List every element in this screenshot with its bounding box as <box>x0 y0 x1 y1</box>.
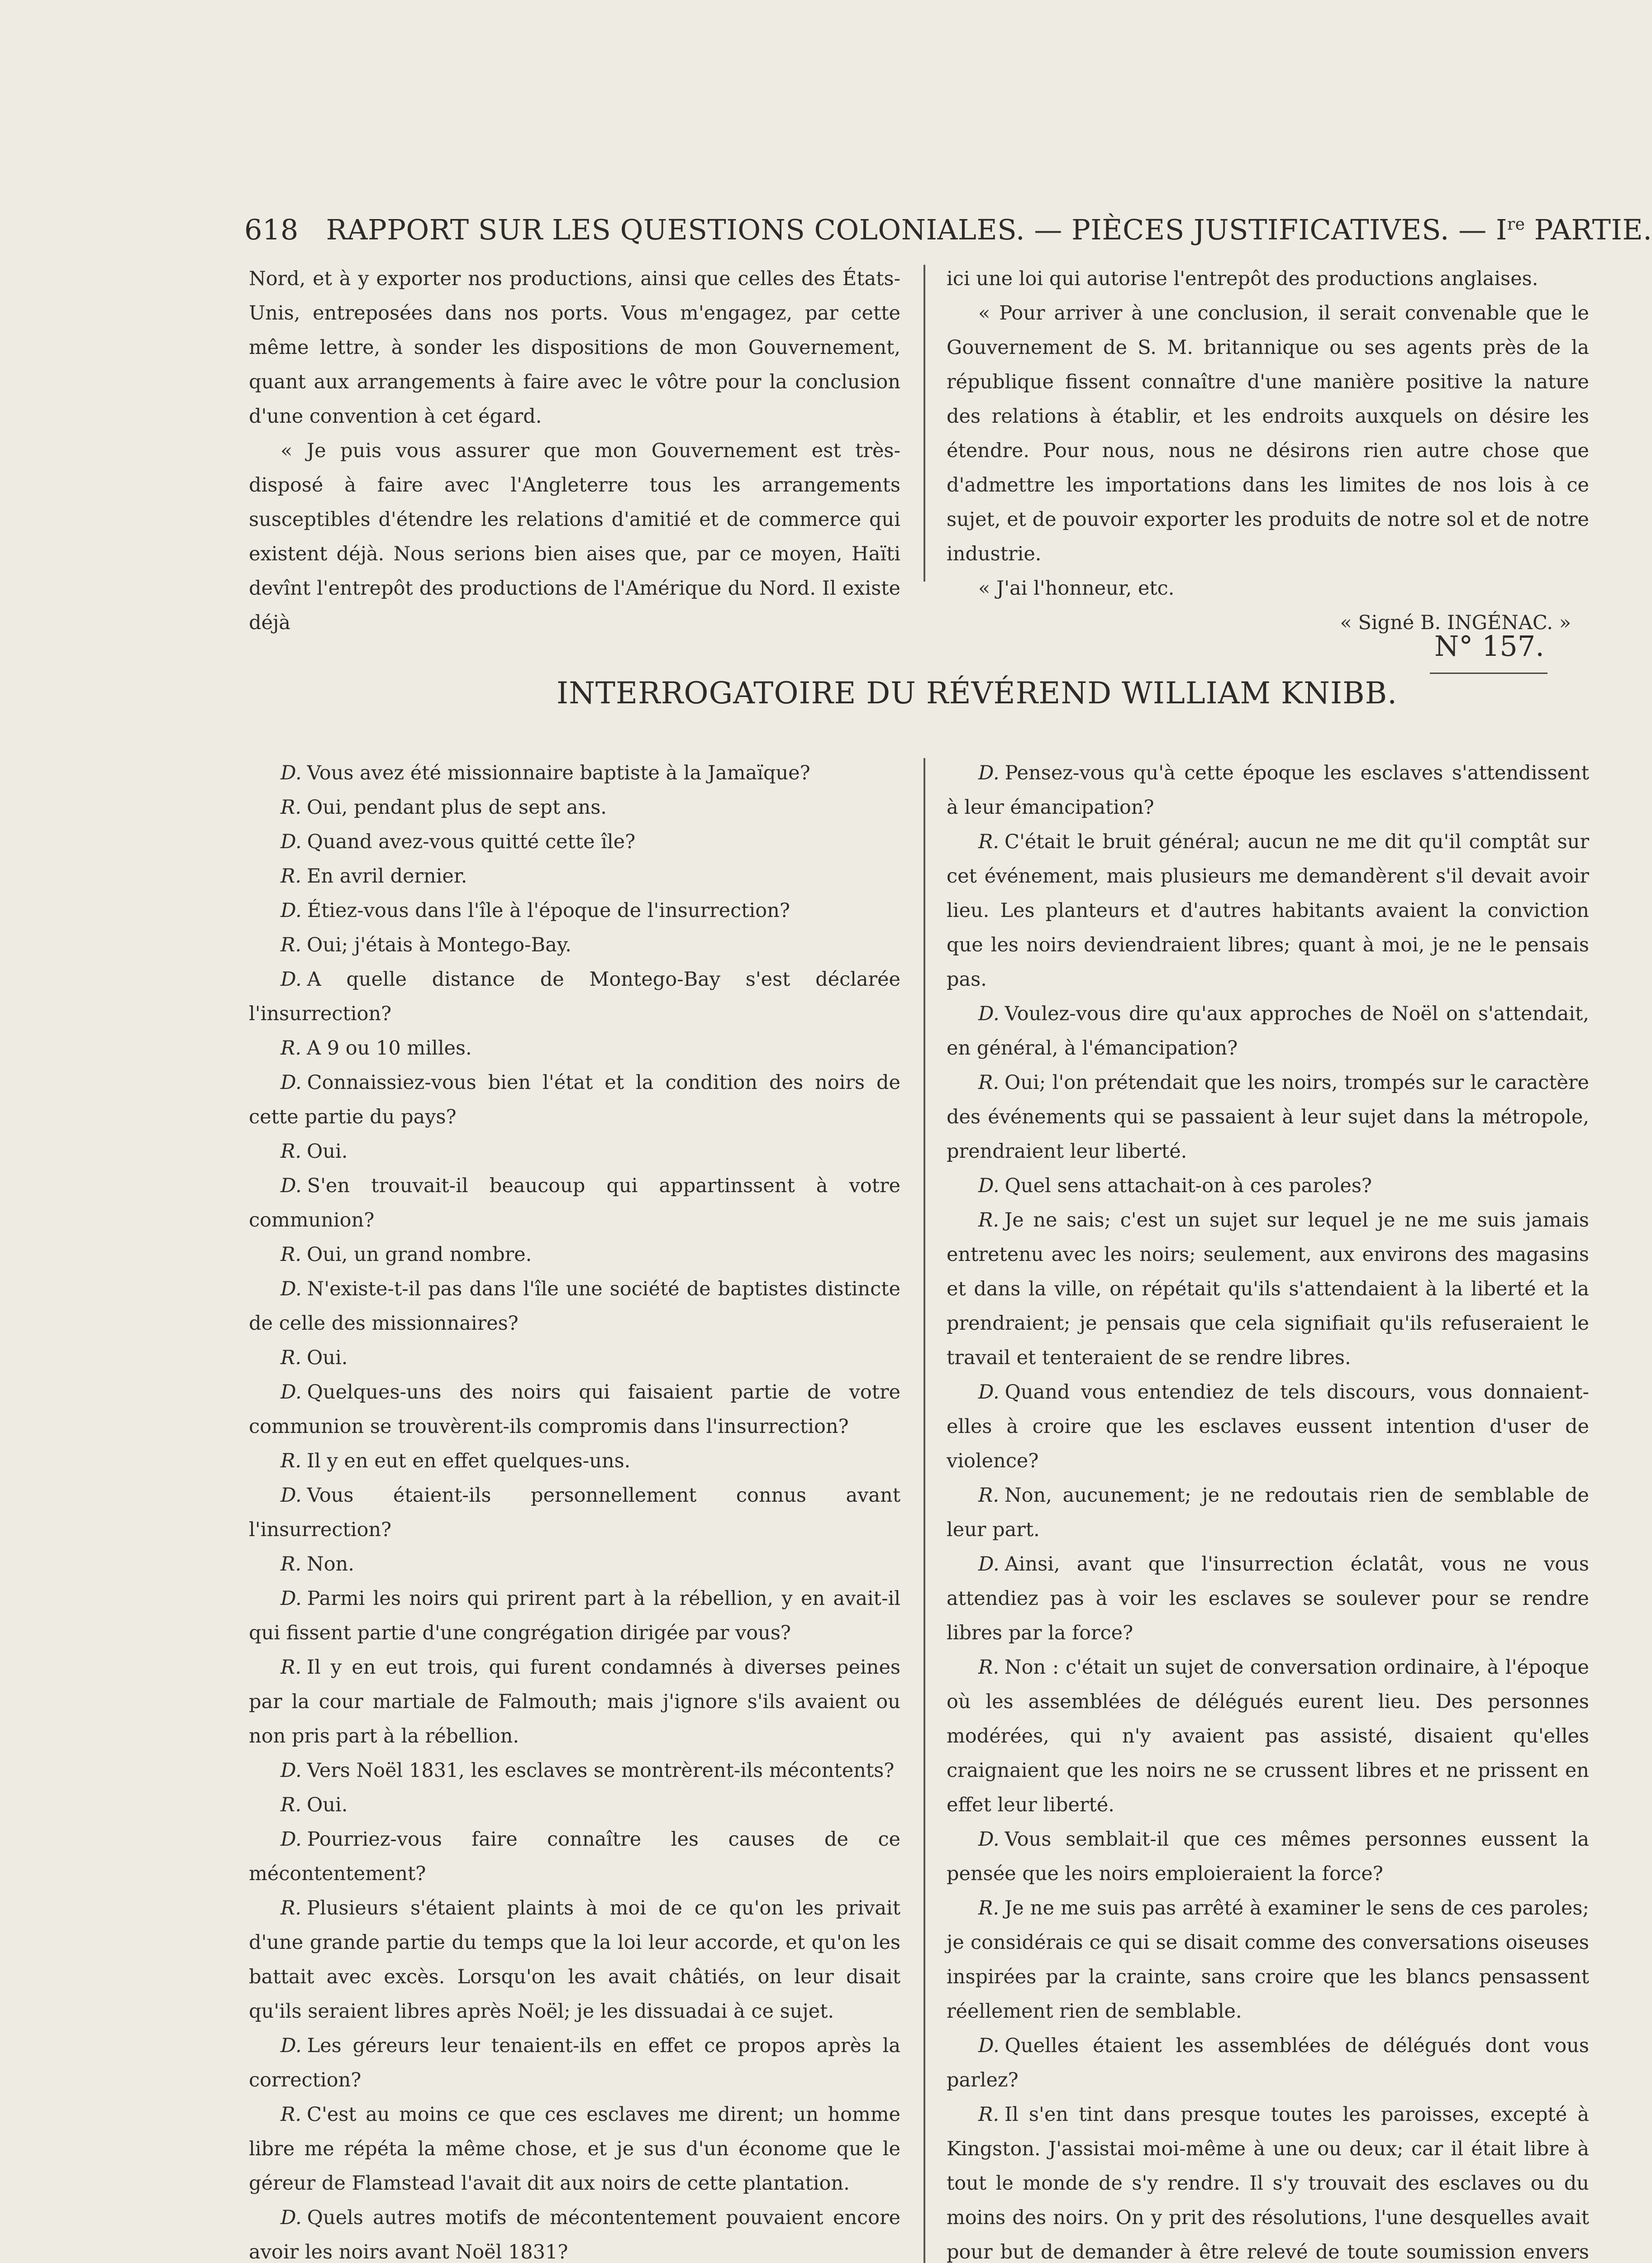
line-text: En avril dernier. <box>307 865 467 888</box>
speaker-label: R. <box>281 1656 302 1679</box>
letter-paragraph: Nord, et à y exporter nos productions, ainsi que celles des États-Unis, entreposées dans nos ports. Vous m'engagez, par cette même lettre, à sonder les dispositions de mon Gouvernement, quant aux arrangements à faire avec le vôtre pour la conclusion d'une convention à cet égard. <box>249 267 900 428</box>
speaker-label: R. <box>281 934 302 956</box>
page-number: 618 <box>244 213 299 246</box>
line-text: Les géreurs leur tenaient-ils en effet ce propos après la correction? <box>249 2034 900 2091</box>
question-line <box>947 1547 1589 1650</box>
line-text: C'est au moins ce que ces esclaves me dirent; un homme libre me répéta la même chose, et je sus d'un économe que le géreur de Flamstead l'avait dit aux noirs de cette plantation. <box>249 2103 900 2195</box>
line-text: Quand avez-vous quitté cette île? <box>307 831 636 853</box>
speaker-label: R. <box>281 1794 302 1816</box>
letter-right-column <box>947 262 1589 640</box>
speaker-label: D. <box>281 1587 302 1610</box>
line-text: A quelle distance de Montego-Bay s'est déclarée l'insurrection? <box>249 968 900 1025</box>
line-text: Vous semblait-il que ces mêmes personnes eussent la pensée que les noirs emploieraient la force? <box>947 1828 1589 1885</box>
line-text: Il s'en tint dans presque toutes les paroisses, excepté à Kingston. J'assistai moi-même à une ou deux; car il était libre à tout le monde de s'y rendre. Il s'y trouvait des esclaves ou du moins des noirs. On y prit des résolutions, l'une desquelles avait pour but de demander à être relevé de toute soumission envers <box>947 2103 1589 2263</box>
question-line <box>249 962 900 1031</box>
speaker-label: R. <box>281 1897 302 1919</box>
document-number-rule <box>1430 673 1547 674</box>
speaker-label: R. <box>281 1243 302 1266</box>
column-divider <box>924 758 925 2263</box>
answer-line <box>249 1788 900 1822</box>
line-text: A 9 ou 10 milles. <box>307 1037 472 1060</box>
question-line <box>249 1169 900 1237</box>
line-text: Non, aucunement; je ne redoutais rien de semblable de leur part. <box>947 1484 1589 1541</box>
question-line <box>249 1375 900 1444</box>
answer-line <box>249 928 900 962</box>
question-line <box>249 1822 900 1891</box>
speaker-label: R. <box>978 831 1000 853</box>
speaker-label: D. <box>281 1381 302 1404</box>
speaker-label: D. <box>978 1828 1000 1851</box>
document-number: N° 157. <box>1434 630 1545 663</box>
speaker-label: D. <box>281 2034 302 2057</box>
speaker-label: D. <box>281 1278 302 1300</box>
speaker-label: R. <box>978 2103 1000 2126</box>
speaker-label: D. <box>281 2206 302 2229</box>
line-text: Oui. <box>307 1140 348 1163</box>
speaker-label: D. <box>978 2034 1000 2057</box>
answer-line <box>249 859 900 893</box>
answer-line <box>249 1891 900 2029</box>
line-text: Oui. <box>307 1794 348 1816</box>
speaker-label: R. <box>978 1484 1000 1507</box>
answer-line <box>947 825 1589 997</box>
line-text: Quel sens attachait-on à ces paroles? <box>1005 1174 1372 1197</box>
line-text: Non. <box>307 1553 354 1576</box>
line-text: Ainsi, avant que l'insurrection éclatât, vous ne vous attendiez pas à voir les esclaves se soulever pour se rendre libres par la force? <box>947 1553 1589 1644</box>
line-text: Étiez-vous dans l'île à l'époque de l'insurrection? <box>307 899 790 922</box>
letter-paragraph: « Pour arriver à une conclusion, il serait convenable que le Gouvernement de S. M. britannique ou ses agents près de la république fissent connaître d'une manière positive la nature des relations à établir, et les endroits auxquels on désire les étendre. Pour nous, nous ne désirons rien autre chose que d'admettre les importations dans les limites de nos lois à ce sujet, et de pouvoir exporter les produits de notre sol et de notre industrie. <box>947 302 1589 565</box>
line-text: Je ne me suis pas arrêté à examiner le sens de ces paroles; je considérais ce qui se disait comme des conversations oiseuses inspirées par la crainte, sans croire que les blancs pensassent réellement rien de semblable. <box>947 1897 1589 2023</box>
speaker-label: R. <box>281 1346 302 1369</box>
answer-line <box>947 1065 1589 1169</box>
speaker-label: D. <box>978 1174 1000 1197</box>
answer-line <box>947 1891 1589 2029</box>
answer-line <box>249 1134 900 1169</box>
speaker-label: D. <box>978 1381 1000 1404</box>
question-line <box>249 1065 900 1134</box>
answer-line <box>947 1203 1589 1375</box>
question-line <box>249 1272 900 1341</box>
answer-line <box>249 1237 900 1272</box>
line-text: Oui, pendant plus de sept ans. <box>307 796 607 819</box>
speaker-label: D. <box>281 1174 302 1197</box>
line-text: Connaissiez-vous bien l'état et la condition des noirs de cette partie du pays? <box>249 1071 900 1128</box>
speaker-label: R. <box>281 865 302 888</box>
question-line <box>249 893 900 928</box>
line-text: Parmi les noirs qui prirent part à la rébellion, y en avait-il qui fissent partie d'une congrégation dirigée par vous? <box>249 1587 900 1644</box>
question-line <box>947 1822 1589 1891</box>
line-text: Oui. <box>307 1346 348 1369</box>
answer-line <box>947 1478 1589 1547</box>
page-header <box>244 212 1652 248</box>
line-text: Voulez-vous dire qu'aux approches de Noël on s'attendait, en général, à l'émancipation? <box>947 1003 1589 1060</box>
speaker-label: R. <box>281 1140 302 1163</box>
line-text: Quelles étaient les assemblées de délégués dont vous parlez? <box>947 2034 1589 2091</box>
speaker-label: R. <box>978 1656 1000 1679</box>
question-line <box>249 1478 900 1547</box>
line-text: Quelques-uns des noirs qui faisaient partie de votre communion se trouvèrent-ils compromis dans l'insurrection? <box>249 1381 900 1438</box>
question-line <box>947 997 1589 1065</box>
letter-signature: « Signé B. INGÉNAC. » <box>1340 611 1571 634</box>
letter-closing: « J'ai l'honneur, etc. <box>978 577 1175 600</box>
speaker-label: D. <box>281 1484 302 1507</box>
speaker-label: R. <box>978 1209 1000 1232</box>
question-line <box>249 2029 900 2097</box>
question-line <box>947 2029 1589 2097</box>
speaker-label: D. <box>978 1553 1000 1576</box>
question-line <box>947 1169 1589 1203</box>
line-text: Quels autres motifs de mécontentement pouvaient encore avoir les noirs avant Noël 1831? <box>249 2206 900 2263</box>
answer-line <box>249 1547 900 1581</box>
letter-left-column <box>249 262 900 640</box>
line-text: Vers Noël 1831, les esclaves se montrèrent-ils mécontents? <box>307 1759 895 1782</box>
column-divider <box>924 265 925 582</box>
line-text: Il y en eut en effet quelques-uns. <box>307 1450 631 1472</box>
line-text: Vous étaient-ils personnellement connus avant l'insurrection? <box>249 1484 900 1541</box>
running-title-part: PARTIE. <box>1525 213 1652 246</box>
speaker-label: R. <box>978 1897 1000 1919</box>
line-text: Oui; j'étais à Montego-Bay. <box>307 934 571 956</box>
question-line <box>947 756 1589 825</box>
speaker-label: D. <box>281 899 302 922</box>
question-line <box>249 756 900 790</box>
qa-right-column <box>947 756 1589 2263</box>
question-line <box>249 1581 900 1650</box>
line-text: Quand vous entendiez de tels discours, vous donnaient-elles à croire que les esclaves eussent intention d'user de violence? <box>947 1381 1589 1472</box>
speaker-label: D. <box>978 1003 1000 1025</box>
speaker-label: D. <box>281 1071 302 1094</box>
speaker-label: D. <box>281 1828 302 1851</box>
part-superscript: re <box>1507 215 1525 234</box>
speaker-label: R. <box>281 796 302 819</box>
answer-line <box>249 1444 900 1478</box>
answer-line <box>249 790 900 825</box>
answer-line <box>947 2097 1589 2263</box>
question-line <box>249 1753 900 1788</box>
line-text: Plusieurs s'étaient plaints à moi de ce qu'on les privait d'une grande partie du temps que la loi leur accorde, et qu'on les battait avec excès. Lorsqu'on les avait châtiés, on leur disait qu'ils seraient libres après Noël; je les dissuadai à ce sujet. <box>249 1897 900 2023</box>
line-text: Pensez-vous qu'à cette époque les esclaves s'attendissent à leur émancipation? <box>947 762 1589 819</box>
letter-paragraph: ici une loi qui autorise l'entrepôt des productions anglaises. <box>947 267 1538 290</box>
running-title: RAPPORT SUR LES QUESTIONS COLONIALES. — PIÈCES JUSTIFICATIVES. — I <box>326 213 1507 246</box>
question-line <box>249 2201 900 2263</box>
answer-line <box>249 1341 900 1375</box>
answer-line <box>249 1650 900 1753</box>
line-text: S'en trouvait-il beaucoup qui appartinssent à votre communion? <box>249 1174 900 1232</box>
speaker-label: R. <box>281 1450 302 1472</box>
question-line <box>249 825 900 859</box>
speaker-label: D. <box>281 831 302 853</box>
line-text: Oui, un grand nombre. <box>307 1243 532 1266</box>
answer-line <box>947 1650 1589 1822</box>
line-text: Pourriez-vous faire connaître les causes de ce mécontentement? <box>249 1828 900 1885</box>
speaker-label: R. <box>978 1071 1000 1094</box>
speaker-label: R. <box>281 1037 302 1060</box>
letter-paragraph: « Je puis vous assurer que mon Gouvernement est très-disposé à faire avec l'Angleterre tous les arrangements susceptibles d'étendre les relations d'amitié et de commerce qui existent déjà. Nous serions bien aises que, par ce moyen, Haïti devînt l'entrepôt des productions de l'Amérique du Nord. Il existe déjà <box>249 439 900 634</box>
qa-left-column <box>249 756 900 2263</box>
line-text: N'existe-t-il pas dans l'île une société de baptistes distincte de celle des missionnaires? <box>249 1278 900 1335</box>
speaker-label: D. <box>978 762 1000 784</box>
line-text: Non : c'était un sujet de conversation ordinaire, à l'époque où les assemblées de délégués eurent lieu. Des personnes modérées, qui n'y avaient pas assisté, disaient qu'elles craignaient que les noirs ne se crussent libres et ne prissent en effet leur liberté. <box>947 1656 1589 1816</box>
line-text: Oui; l'on prétendait que les noirs, trompés sur le caractère des événements qui se passaient à leur sujet dans la métropole, prendraient leur liberté. <box>947 1071 1589 1163</box>
speaker-label: R. <box>281 2103 302 2126</box>
speaker-label: R. <box>281 1553 302 1576</box>
section-title: INTERROGATOIRE DU RÉVÉREND WILLIAM KNIBB. <box>557 676 1398 711</box>
line-text: C'était le bruit général; aucun ne me dit qu'il comptât sur cet événement, mais plusieurs me demandèrent s'il devait avoir lieu. Les planteurs et d'autres habitants avaient la conviction que les noirs deviendraient libres; quant à moi, je ne le pensais pas. <box>947 831 1589 991</box>
line-text: Je ne sais; c'est un sujet sur lequel je ne me suis jamais entretenu avec les noirs; seulement, aux environs des magasins et dans la ville, on répétait qu'ils s'attendaient à la liberté et la prendraient; je pensais que cela signifiait qu'ils refuseraient le travail et tenteraient de se rendre libres. <box>947 1209 1589 1369</box>
speaker-label: D. <box>281 1759 302 1782</box>
line-text: Il y en eut trois, qui furent condamnés à diverses peines par la cour martiale de Falmouth; mais j'ignore s'ils avaient ou non pris part à la rébellion. <box>249 1656 900 1747</box>
answer-line <box>249 2097 900 2201</box>
line-text: Vous avez été missionnaire baptiste à la Jamaïque? <box>307 762 810 784</box>
speaker-label: D. <box>281 968 302 991</box>
question-line <box>947 1375 1589 1478</box>
answer-line <box>249 1031 900 1065</box>
speaker-label: D. <box>281 762 302 784</box>
